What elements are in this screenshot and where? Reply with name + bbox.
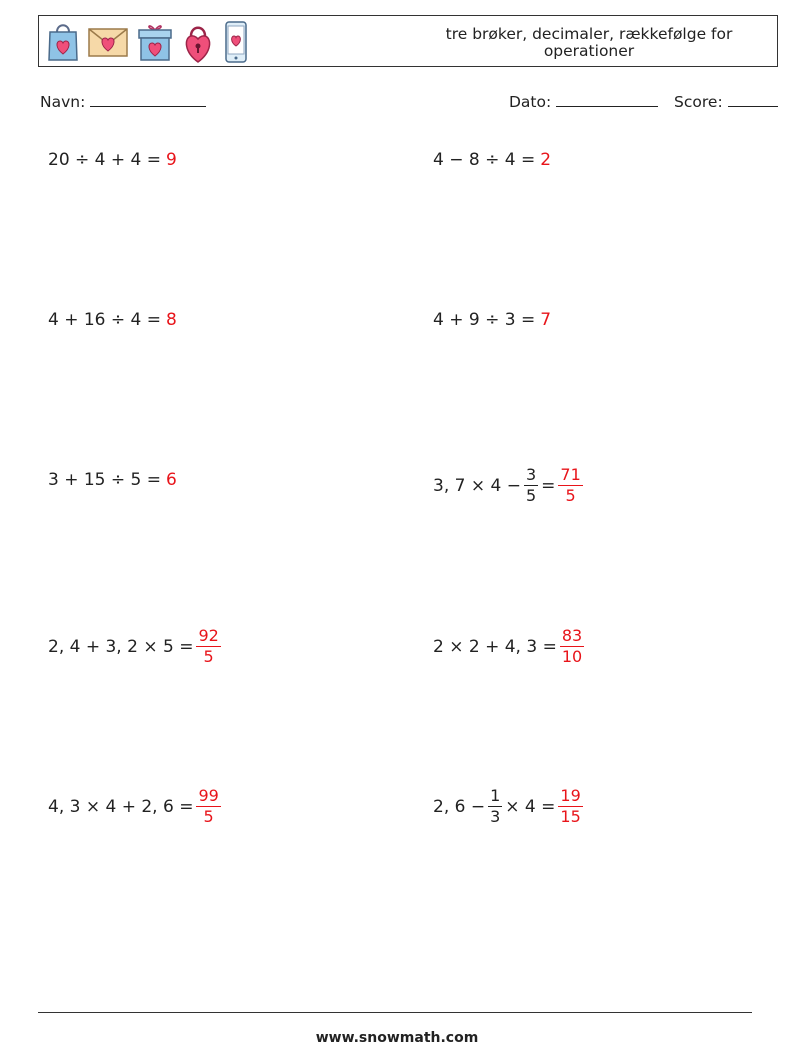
answer-denominator: 10 (561, 647, 583, 666)
answer-numerator: 19 (560, 786, 581, 805)
problem-5 (48, 470, 177, 490)
problem-expression: 4 + 16 ÷ 4 = (48, 310, 162, 330)
problem-10 (433, 787, 586, 826)
problem-answer (560, 627, 584, 666)
problem-expression: 2 × 2 + 4, 3 = (433, 636, 557, 657)
score-label: Score: (674, 93, 723, 111)
answer-numerator: 71 (560, 465, 581, 484)
problem-answer (196, 627, 220, 666)
problem-answer: 8 (166, 310, 177, 330)
problem-expression-end: × 4 = (505, 796, 556, 817)
answer-denominator: 5 (203, 807, 214, 826)
problem-answer (558, 787, 582, 826)
name-field (40, 92, 206, 111)
problem-expression: 3, 7 × 4 − (433, 475, 521, 496)
date-label: Dato: (509, 93, 552, 111)
answer-numerator: 83 (561, 626, 583, 645)
problem-answer: 2 (540, 150, 552, 170)
problem-fraction (488, 787, 502, 826)
problem-answer (196, 787, 220, 826)
problem-answer: 6 (166, 470, 177, 490)
problem-answer: 7 (540, 310, 552, 330)
name-blank[interactable] (90, 92, 206, 107)
problem-3 (48, 310, 177, 330)
problem-fraction (524, 466, 538, 505)
header-icons (47, 20, 249, 64)
problem-expression: 4 − 8 ÷ 4 = (433, 150, 536, 170)
problem-6 (433, 466, 586, 505)
problem-answer: 9 (166, 150, 177, 170)
problem-2 (433, 150, 551, 170)
fraction-denominator: 5 (525, 486, 537, 505)
date-blank[interactable] (556, 92, 658, 107)
problem-expression: 2, 4 + 3, 2 × 5 = (48, 636, 194, 657)
footer-website[interactable]: www.snowmath.com (315, 1030, 479, 1046)
gift-box-heart-icon (137, 20, 173, 64)
problem-expression: 20 ÷ 4 + 4 = (48, 150, 162, 170)
name-label: Navn: (40, 93, 86, 111)
answer-denominator: 5 (203, 647, 214, 666)
problem-expression: 3 + 15 ÷ 5 = (48, 470, 162, 490)
date-score-fields (509, 92, 778, 111)
worksheet-header (38, 15, 778, 67)
problem-1 (48, 150, 177, 170)
problem-8 (433, 627, 587, 666)
problem-expression: 4, 3 × 4 + 2, 6 = (48, 796, 194, 817)
fraction-denominator: 3 (490, 807, 501, 826)
answer-numerator: 92 (198, 626, 219, 645)
answer-numerator: 99 (198, 786, 219, 805)
problem-4 (433, 310, 551, 330)
answer-denominator: 5 (565, 486, 576, 505)
problem-answer (558, 466, 582, 505)
problem-9 (48, 787, 224, 826)
problem-expression: 2, 6 − (433, 796, 486, 817)
phone-heart-icon (223, 20, 249, 64)
footer-divider (38, 1012, 752, 1013)
problem-7 (48, 627, 224, 666)
score-blank[interactable] (728, 92, 778, 107)
problem-expression: 4 + 9 ÷ 3 = (433, 310, 536, 330)
problem-expression-end: = (541, 475, 556, 496)
envelope-heart-icon (87, 20, 129, 64)
fraction-numerator: 1 (490, 786, 501, 805)
shopping-bag-heart-icon (47, 20, 79, 64)
fraction-numerator: 3 (525, 465, 537, 484)
heart-lock-icon (181, 20, 215, 64)
answer-denominator: 15 (560, 807, 581, 826)
worksheet-title: tre brøker, decimaler, rækkefølge for operationer (445, 25, 733, 60)
